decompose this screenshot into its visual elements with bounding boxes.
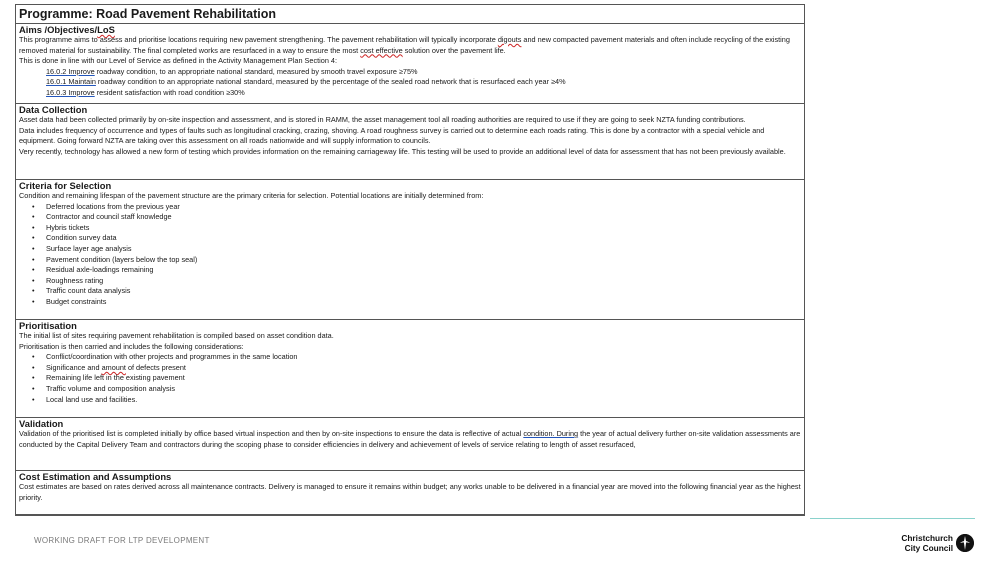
prioritisation-heading: Prioritisation (19, 320, 77, 331)
aims-paragraph: This programme aims to assess and prioritise locations requiring new pavement strengthening. The pavement rehabilitation will typically incorporate digouts and new compacted pavement materials and often include recycling of the existing removed material for sustainability. The final completed works are resurfaced in a way to ensure the most cost effective solution over the pavement life. (19, 35, 790, 55)
programme-document (15, 4, 805, 516)
list-item: • Hybris tickets (46, 223, 801, 234)
footer-divider (810, 518, 975, 519)
criteria-section (16, 180, 804, 320)
prioritisation-list (19, 352, 801, 405)
data-collection-p2: Data includes frequency of occurrence and types of faults such as longitudinal cracking, crazing, shoving. A road roughness survey is carried out to determine each roads rating. This is done by a contractor with a special vehicle and equipment. Going forward NZTA are taking over this assessment on all roads nationwide and will supply information to councils. (19, 125, 765, 146)
los-link[interactable]: 16.0.1 Maintain (46, 77, 96, 87)
criteria-heading: Criteria for Selection (19, 180, 112, 191)
criteria-list (19, 202, 801, 308)
list-item: • Condition survey data (46, 233, 801, 244)
los-intro: This is done in line with our Level of Service as defined in the Activity Management Plan Section 4: (19, 56, 337, 66)
los-item: 16.0.1 Maintain roadway condition to an appropriate national standard, measured by the percentage of the sealed road network that is resurfaced each year ≥4% (46, 77, 566, 87)
council-logo (895, 534, 977, 556)
cost-heading: Cost Estimation and Assumptions (19, 471, 172, 482)
los-item: 16.0.3 Improve resident satisfaction with road condition ≥30% (46, 87, 245, 97)
list-item: • Budget constraints (46, 297, 801, 308)
validation-heading: Validation (19, 418, 64, 429)
draft-footer: WORKING DRAFT FOR LTP DEVELOPMENT (34, 536, 210, 545)
aims-section (16, 24, 804, 104)
los-item: 16.0.2 Improve roadway condition, to an appropriate national standard, measured by smooth travel exposure ≥75% (46, 66, 418, 76)
list-item: • Remaining life left in the existing pavement (46, 373, 801, 384)
data-collection-p3: Very recently, technology has allowed a new form of testing which provides information on the remaining carriageway life. This testing will be used to provide an additional level of data for assessment that has not been previously available. (19, 146, 786, 156)
cost-paragraph: Cost estimates are based on rates derived across all maintenance contracts. Delivery is managed to ensure it remains within budget; any works unable to be delivered in a financial year are moved into the following financial year as the highest priority. (19, 482, 801, 502)
logo-text: Christchurch City Council (901, 533, 953, 553)
cathedral-logo-icon (956, 534, 974, 552)
data-collection-section (16, 104, 804, 180)
validation-paragraph: Validation of the prioritised list is completed initially by office based virtual inspection and then by on-site inspections to ensure the data is reflective of actual condition. During the year of actual delivery further on-site validation assessments are conducted by the Capital Delivery Team and contractors during the scoping phase to consider efficiencies in delivery and achievement of levels of service relating to length of asset resurfaced, (19, 429, 801, 449)
page-title: Programme: Road Pavement Rehabilitation (16, 5, 804, 24)
prioritisation-p2: Prioritisation is then carried and includes the following considerations: (19, 341, 244, 351)
criteria-intro: Condition and remaining lifespan of the pavement structure are the primary criteria for selection. Potential locations are initially determined from: (19, 191, 484, 200)
list-item: • Deferred locations from the previous year (46, 202, 801, 213)
list-item: • Local land use and facilities. (46, 395, 801, 406)
list-item: • Surface layer age analysis (46, 244, 801, 255)
cost-section (16, 471, 804, 516)
los-link[interactable]: 16.0.3 Improve (46, 87, 95, 97)
prioritisation-p1: The initial list of sites requiring pavement rehabilitation is compiled based on asset condition data. (19, 331, 334, 340)
data-collection-heading: Data Collection (19, 104, 88, 115)
prioritisation-section (16, 320, 804, 418)
list-item: • Contractor and council staff knowledge (46, 212, 801, 223)
list-item: • Traffic count data analysis (46, 286, 801, 297)
list-item: • Residual axle-loadings remaining (46, 265, 801, 276)
data-collection-p1: Asset data had been collected primarily by on-site inspection and assessment, and is stored in RAMM, the asset management tool all roading authorities are required to use if they are going to seek NZTA funding contributions. (19, 115, 746, 124)
los-link[interactable]: 16.0.2 Improve (46, 66, 95, 76)
aims-heading: Aims /Objectives/LoS (19, 24, 115, 35)
list-item: • Conflict/coordination with other projects and programmes in the same location (46, 352, 801, 363)
validation-section (16, 418, 804, 471)
list-item: • Roughness rating (46, 276, 801, 287)
list-item: • Pavement condition (layers below the top seal) (46, 255, 801, 266)
list-item: • Traffic volume and composition analysis (46, 384, 801, 395)
list-item: • Significance and amount of defects present (46, 363, 801, 374)
